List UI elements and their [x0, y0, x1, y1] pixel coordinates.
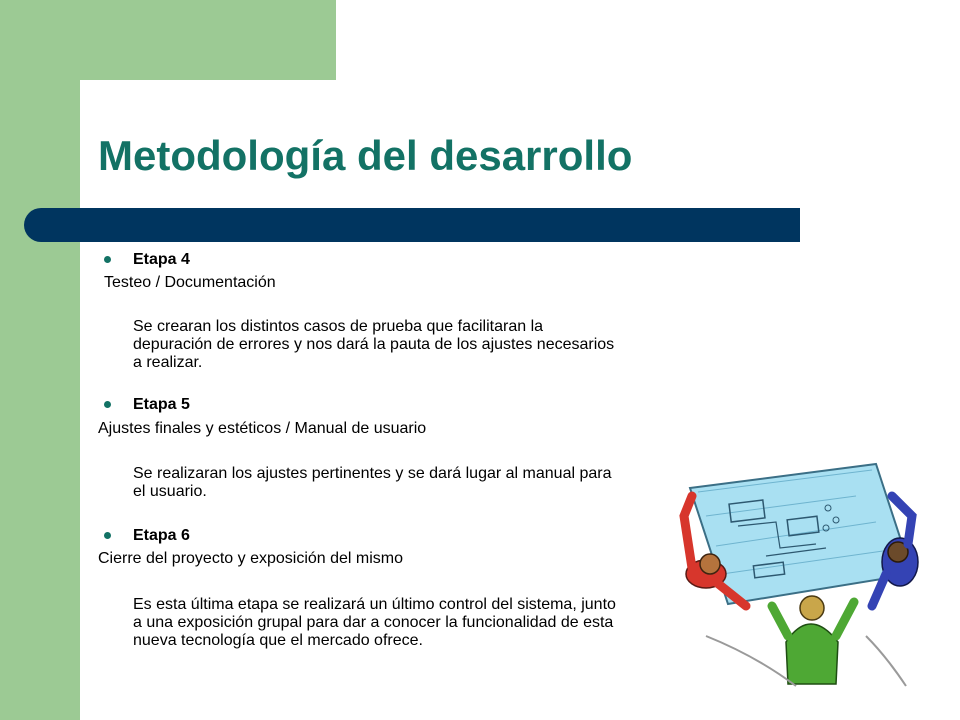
slide-title: Metodología del desarrollo — [98, 132, 633, 179]
stage-description-line: el usuario. — [133, 483, 207, 500]
top-green-band — [0, 0, 336, 80]
stage-heading: Etapa 6 — [133, 527, 190, 544]
title-underline-bar — [24, 208, 800, 242]
stage-description-line: a realizar. — [133, 354, 203, 371]
stage-heading: Etapa 4 — [133, 251, 190, 268]
stage-heading: Etapa 5 — [133, 396, 190, 413]
stage-description-line: Se crearan los distintos casos de prueba que facilitaran la — [133, 318, 544, 335]
stage-description-line: Se realizaran los ajustes pertinentes y se dará lugar al manual para — [133, 465, 612, 482]
stage-description-line: a una exposición grupal para dar a conocer la funcionalidad de esta — [133, 614, 614, 631]
stage-description-line: Es esta última etapa se realizará un último control del sistema, junto — [133, 596, 616, 613]
bullet-dot — [104, 256, 111, 263]
sidebar-green-band — [0, 0, 80, 720]
team-planning-illustration-icon — [676, 456, 940, 690]
stage-subtitle: Ajustes finales y estéticos / Manual de usuario — [98, 420, 427, 437]
stage-subtitle: Testeo / Documentación — [104, 274, 276, 291]
stage-description-line: nueva tecnología que el mercado ofrece. — [133, 632, 423, 649]
stage-description-line: depuración de errores y nos dará la pauta de los ajustes necesarios — [133, 336, 615, 353]
bullet-dot — [104, 401, 111, 408]
bullet-dot — [104, 532, 111, 539]
stage-subtitle: Cierre del proyecto y exposición del mismo — [98, 550, 404, 567]
